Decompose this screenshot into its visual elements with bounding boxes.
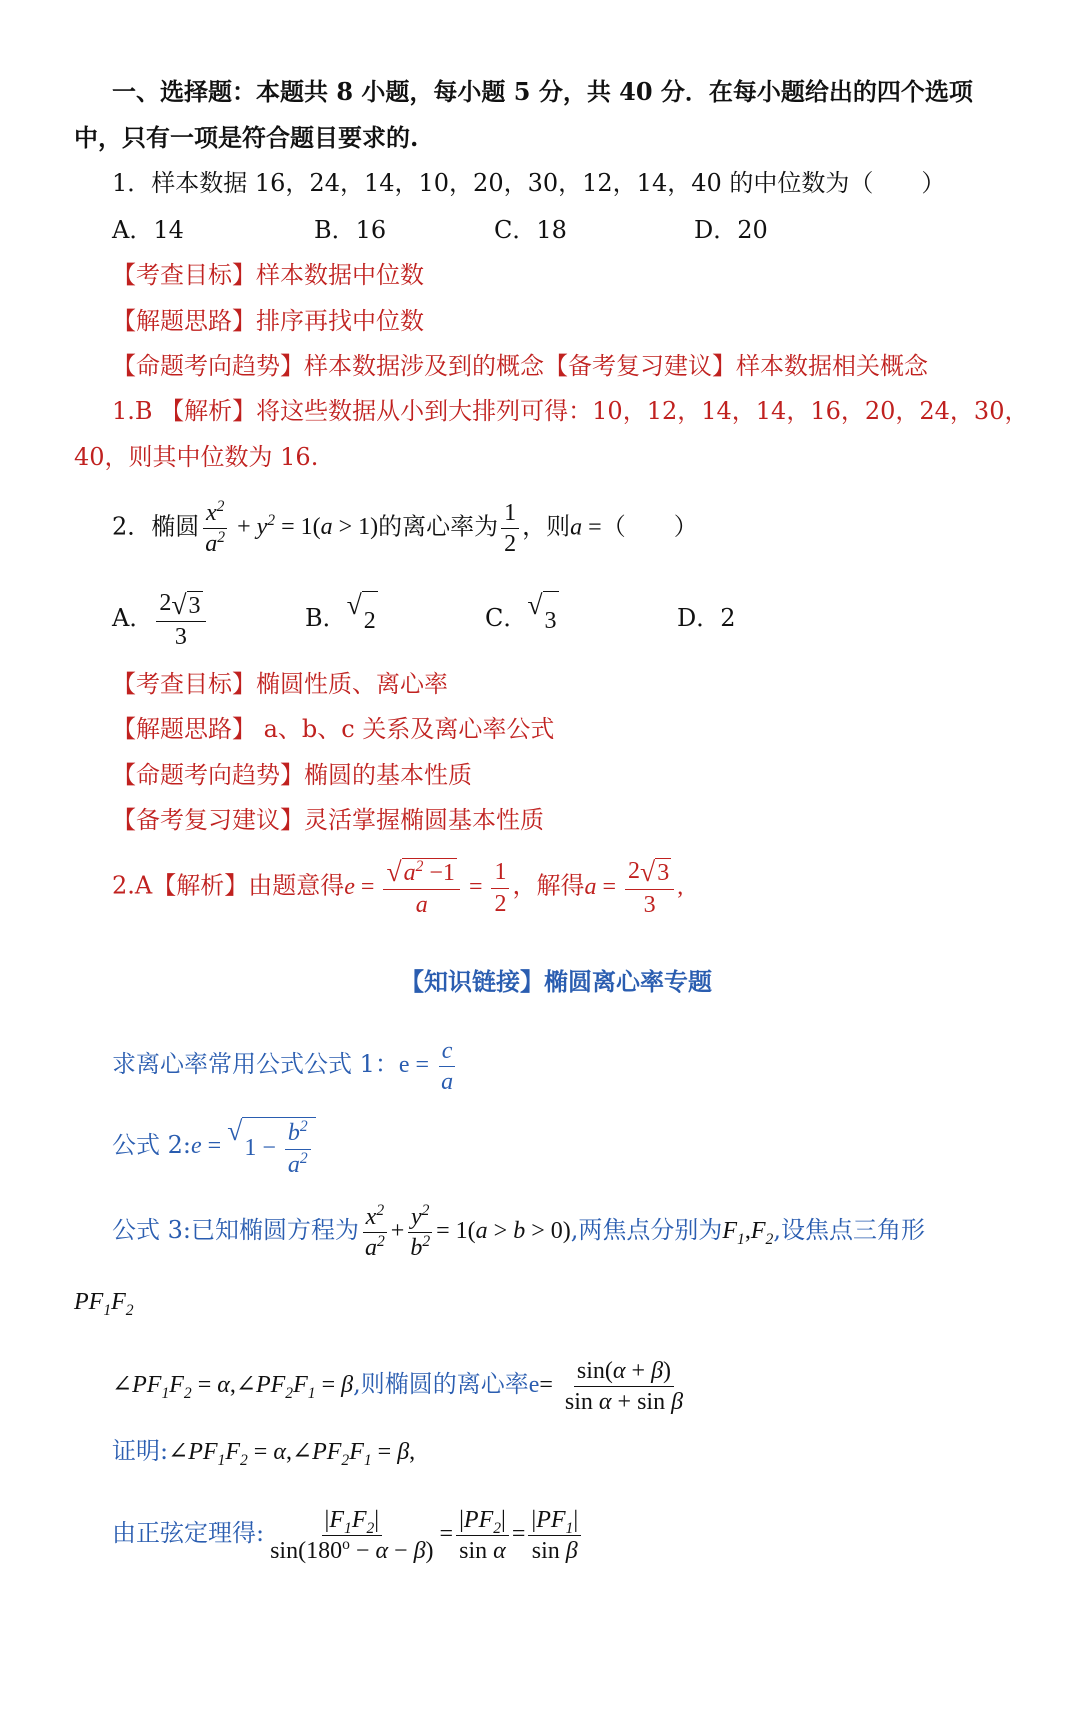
q2-option-b-label: B． [305,604,347,632]
proof-angles: $\angle PF_1F_2$ = $\alpha,\angle PF_2F_1 = \beta$, [168,1439,416,1469]
formula-3-label: 公式 3:已知椭圆方程为 [112,1216,359,1244]
q2-trend: 【命题考向趋势】椭圆的基本性质 [112,761,472,789]
q2-advice: 【备考复习建议】灵活掌握椭圆基本性质 [112,806,544,834]
formula-1-label: 求离心率常用公式公式 1： [112,1050,399,1078]
foci-names: $F_1,F_2$ [722,1218,774,1248]
q2-stem-paren: （ ） [601,512,698,541]
triangle-name: $PF_1F_2$ [74,1289,134,1319]
q1-target: 【考查目标】样本数据中位数 [112,261,424,289]
q1-option-c: C．18 [494,216,567,244]
conclusion-expr: e= $\frac{\sin(\alpha + \beta)}{\text{sin α + sin β}}$ [528,1357,684,1415]
formula-3-conclusion [112,1356,689,1415]
q2-option-d: D．2 [677,604,736,632]
q1-options [112,214,1012,246]
section-header-line2: 中，只有一项是符合题目要求的. [74,123,419,152]
q1-answer-line1: 1.B 【解析】将这些数据从小到大排列可得：10，12，14，14，16，20，24，30， [112,397,1029,425]
q2-option-a: A． 2 √ 3 3 [112,590,209,651]
q2-stem-mid: 的离心率为 [378,512,499,541]
q2-answer-mid: ，解得 [512,871,585,900]
formula-3-ellipse: $\frac{x^2}{a^2}$ + $\frac{y^2}{b^2}$ = 1(a > b > 0) [359,1218,571,1244]
q1-approach: 【解题思路】排序再找中位数 [112,307,424,335]
solution-a: a = 2 √ 3 3 , [584,856,684,918]
q2-options [112,590,1012,650]
q1-stem: 1．样本数据 16，24，14，10，20，30，12，14，40 的中位数为（ ） [112,169,946,197]
q2-answer-prefix: 2.A【解析】由题意得 [112,871,345,900]
formula-2-expr: e = √ 1 − $\frac{b^2}{a^2}$ [191,1133,316,1159]
formula-3-mid: ,两焦点分别为 [570,1216,723,1244]
proof-line [112,1435,415,1468]
q2-stem-prefix: 2．椭圆 [112,512,200,541]
section-header-line1: 一、选择题：本题共 8 小题，每小题 5 分，共 40 分．在每小题给出的四个选项 [112,77,973,106]
proof-label: 证明: [112,1437,169,1465]
sine-rule-label: 由正弦定理得: [112,1519,265,1547]
sine-rule-line [112,1503,584,1564]
q2-stem [112,500,698,558]
q1-trend-advice: 【命题考向趋势】样本数据涉及到的概念【备考复习建议】样本数据相关概念 [112,352,928,380]
q2-answer [112,858,683,918]
q2-option-b: B． √ 2 [305,590,378,649]
formula-2-label: 公式 2: [112,1131,191,1159]
formula-1-expr: e = $\frac{c}{a}$ [399,1052,459,1078]
q2-option-c-label: C． [485,604,528,632]
q2-approach: 【解题思路】 a、b、c 关系及离心率公式 [112,715,555,743]
q2-option-a-label: A． [112,604,154,632]
var-a-equals: a = [570,514,602,541]
formula-3 [112,1203,925,1261]
q2-option-c: C． √ 3 [485,590,559,649]
formula-3-tail: ,设焦点三角形 [773,1216,925,1244]
q1-option-d: D．20 [694,216,768,244]
ellipse-equation: $\frac{x^2}{a^2}$ + $y^2 = 1(a > 1)$ [199,514,378,540]
q1-answer-line2: 40，则其中位数为 16. [74,443,319,471]
conclusion-text: ,则椭圆的离心率 [353,1370,529,1398]
q1-option-a: A．14 [112,216,184,244]
formula-2 [112,1116,316,1178]
angle-definitions: $\angle PF_1F_2$ = $\alpha,\angle PF_2F_1 = \beta$ [112,1372,354,1402]
eccentricity-half: $\frac{1}{2}$ [498,514,522,540]
formula-1 [112,1037,459,1095]
knowledge-title: 【知识链接】椭圆离心率专题 [400,967,712,996]
q1-option-b: B．16 [314,216,387,244]
q2-target: 【考查目标】椭圆性质、离心率 [112,670,448,698]
q2-stem-suffix: ，则 [522,512,571,541]
sine-rule-expr: $\frac{|F_1F_2|}{\sin(180^o - \alpha - \beta)}$ = $\frac{|PF_2|}{\text{sin α}}$ = $\frac{|PF_1|}{\text{sin β}}$ [264,1521,584,1547]
eccentricity-equation: e = √ $a^2 -1$ a = $\frac{1}{2}$ [344,874,512,900]
